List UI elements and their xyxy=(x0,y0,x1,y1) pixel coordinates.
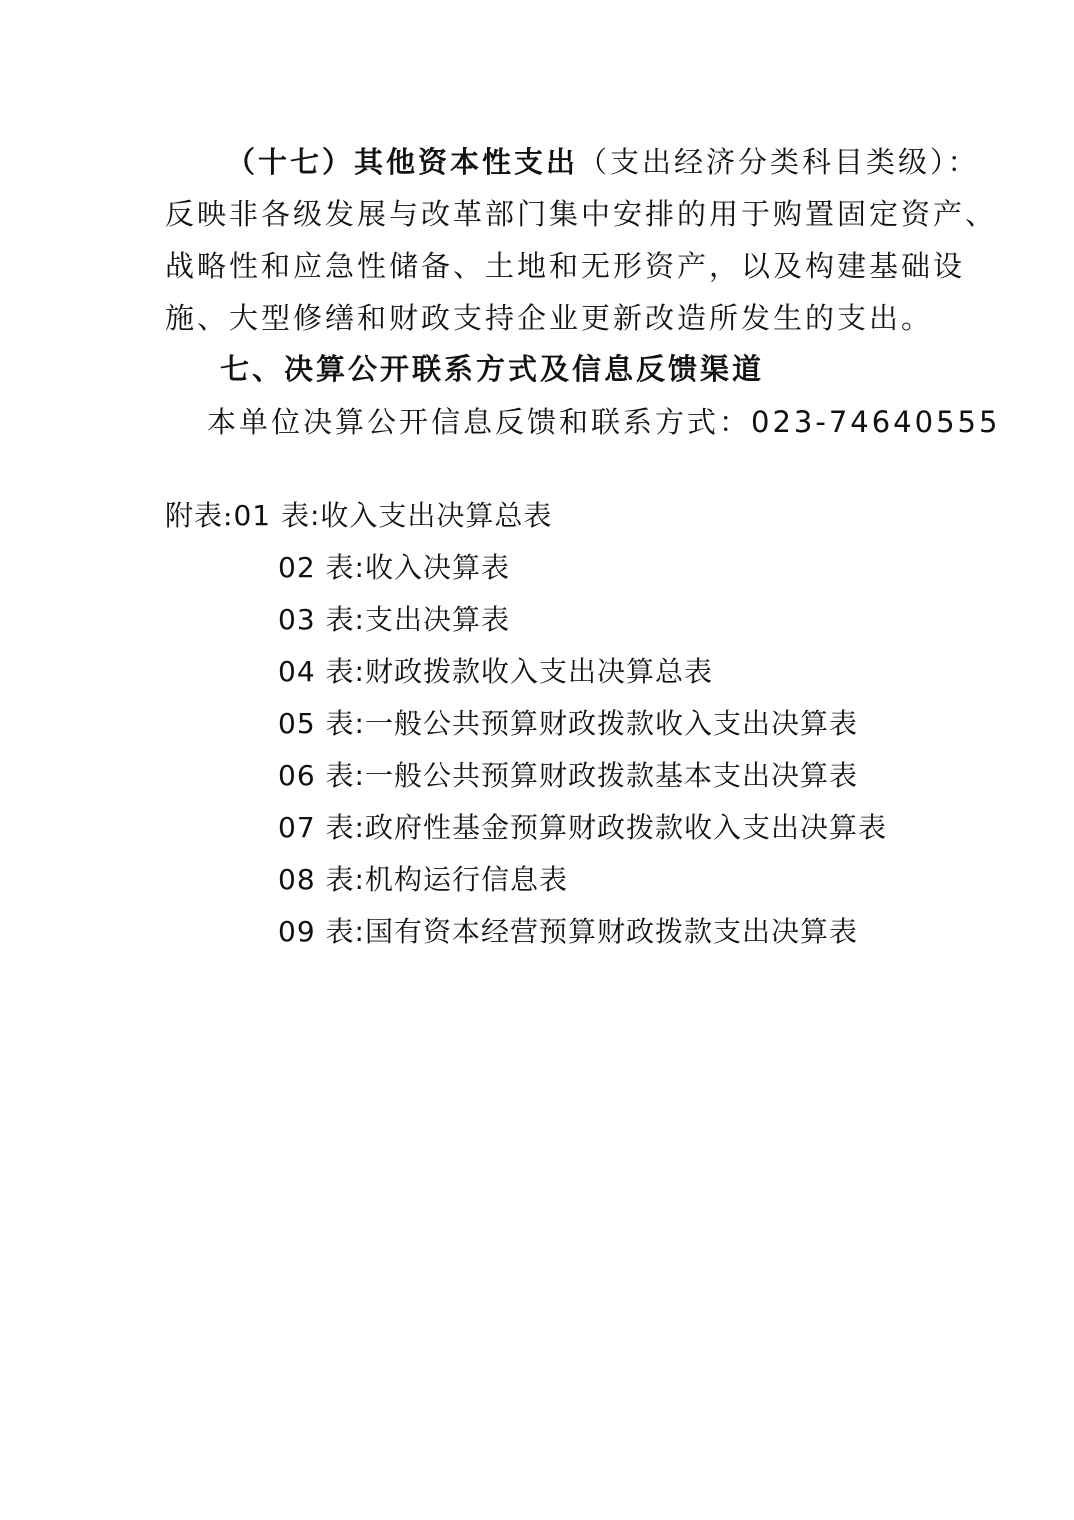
section-17-body-line-3: 施、大型修缮和财政支持企业更新改造所发生的支出。 xyxy=(165,301,934,335)
attachment-title: 支出决算表 xyxy=(364,603,510,636)
attachment-number: 02 表: xyxy=(278,551,365,584)
attachment-item xyxy=(165,496,552,536)
section-17-title: （十七）其他资本性支出 xyxy=(226,145,579,179)
contact-line xyxy=(207,402,1000,442)
attachment-number: 06 表: xyxy=(278,759,365,792)
attachments-prefix: 附表: xyxy=(165,499,234,532)
contact-label: 本单位决算公开信息反馈和联系方式： xyxy=(207,405,752,439)
attachment-number: 01 表: xyxy=(233,499,321,532)
section-17-body-line-1: 反映非各级发展与改革部门集中安排的用于购置固定资产、 xyxy=(165,197,998,231)
attachment-title: 一般公共预算财政拨款收入支出决算表 xyxy=(364,707,858,740)
section-17-category: （支出经济分类科目类级）： xyxy=(578,145,980,179)
attachment-number: 05 表: xyxy=(278,707,365,740)
section-17-heading-line xyxy=(226,142,980,182)
attachment-item xyxy=(278,652,713,692)
attachment-number: 08 表: xyxy=(278,863,365,896)
section-17-body-line-2: 战略性和应急性储备、土地和无形资产，以及构建基础设 xyxy=(165,249,966,283)
attachment-item xyxy=(278,860,568,900)
attachment-title: 财政拨款收入支出决算总表 xyxy=(364,655,713,688)
section-7-heading: 七、决算公开联系方式及信息反馈渠道 xyxy=(220,352,765,386)
attachment-number: 04 表: xyxy=(278,655,365,688)
attachment-title: 国有资本经营预算财政拨款支出决算表 xyxy=(364,915,858,948)
attachment-item xyxy=(278,808,887,848)
attachment-item xyxy=(278,704,858,744)
attachment-number: 03 表: xyxy=(278,603,365,636)
attachment-title: 政府性基金预算财政拨款收入支出决算表 xyxy=(364,811,887,844)
attachment-number: 09 表: xyxy=(278,915,365,948)
contact-phone: 023-74640555 xyxy=(751,405,1001,439)
attachment-number: 07 表: xyxy=(278,811,365,844)
attachment-item xyxy=(278,548,510,588)
attachment-title: 机构运行信息表 xyxy=(364,863,568,896)
attachment-item xyxy=(278,756,858,796)
attachment-item xyxy=(278,600,510,640)
attachment-item xyxy=(278,912,858,952)
attachment-title: 一般公共预算财政拨款基本支出决算表 xyxy=(364,759,858,792)
attachment-title: 收入支出决算总表 xyxy=(320,499,553,532)
attachment-title: 收入决算表 xyxy=(364,551,510,584)
